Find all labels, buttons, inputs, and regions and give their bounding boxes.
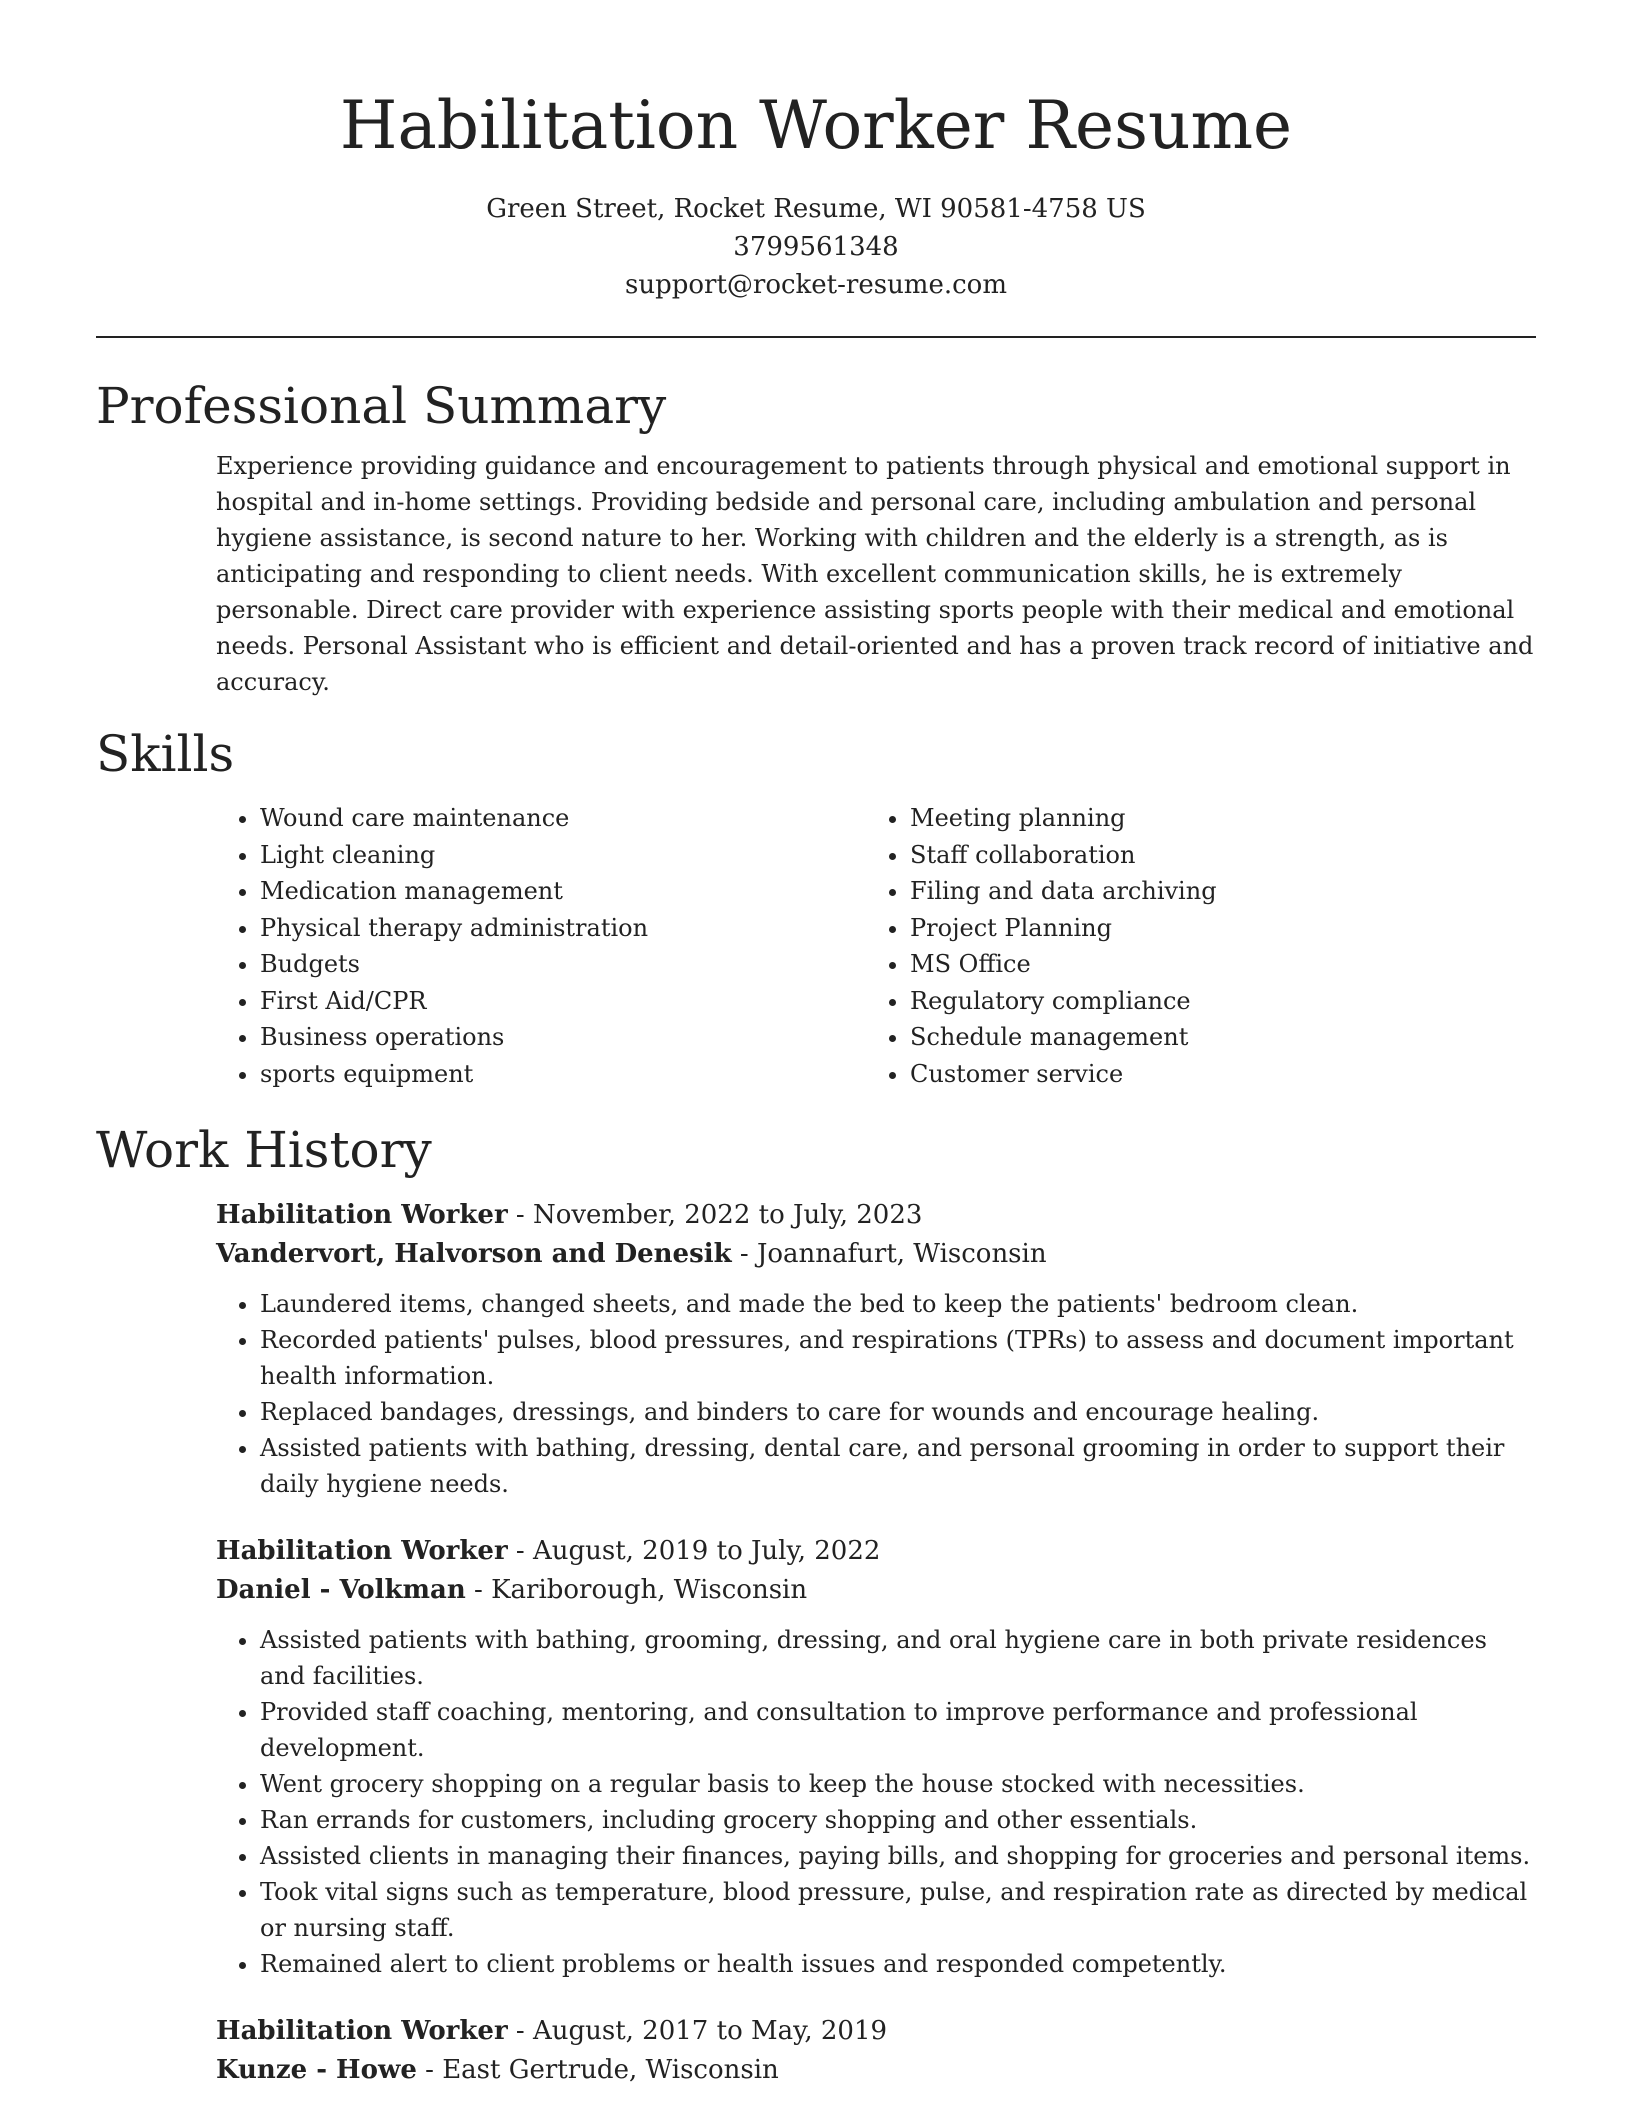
- job-duty: • Assisted clients in managing their finances, paying bills, and shopping for groceries and personal items.: [260, 1838, 1536, 1874]
- job-company-line: [216, 1571, 1536, 1610]
- work-history-section: [96, 1118, 1536, 2090]
- job-company: Vandervort, Halvorson and Denesik: [216, 1239, 732, 1269]
- skill-item: • Budgets: [260, 946, 866, 983]
- job-duty: • Recorded patients' pulses, blood pressures, and respirations (TPRs) to assess and document important health information.: [260, 1322, 1536, 1394]
- job-company-line: [216, 1235, 1536, 1274]
- resume-title: Habilitation Worker Resume: [339, 87, 1293, 164]
- job-location: - East Gertrude, Wisconsin: [416, 2055, 779, 2085]
- job-company: Daniel - Volkman: [216, 1575, 466, 1605]
- skill-item: • Schedule management: [910, 1019, 1217, 1056]
- skills-section: [96, 722, 1536, 1092]
- job-location: - Kariborough, Wisconsin: [465, 1575, 808, 1605]
- contact-phone: 3799561348: [733, 232, 899, 262]
- summary-heading: Professional Summary: [96, 377, 667, 435]
- job-entry: [216, 1532, 1536, 1982]
- job-title: Habilitation Worker: [216, 1200, 508, 1230]
- job-duty: • Assisted patients with bathing, dressing, dental care, and personal grooming in order to support their daily hygiene needs.: [260, 1430, 1536, 1502]
- skill-item: • Staff collaboration: [910, 837, 1217, 874]
- job-company-line: [216, 2051, 1536, 2090]
- skill-item: • Physical therapy administration: [260, 910, 866, 947]
- job-title-line: [216, 1532, 1536, 1571]
- job-duty: • Remained alert to client problems or health issues and responded competently.: [260, 1946, 1536, 1982]
- job-dates: - August, 2019 to July, 2022: [507, 1536, 881, 1566]
- job-duties-list: [216, 1286, 1536, 1502]
- skill-item: • Customer service: [910, 1056, 1217, 1093]
- skill-item: • First Aid/CPR: [260, 983, 866, 1020]
- job-duty: • Replaced bandages, dressings, and binders to care for wounds and encourage healing.: [260, 1394, 1536, 1430]
- job-title-line: [216, 2012, 1536, 2051]
- job-title-line: [216, 1196, 1536, 1235]
- header-divider: [96, 336, 1536, 338]
- work-history-heading: Work History: [96, 1121, 432, 1179]
- contact-address: Green Street, Rocket Resume, WI 90581-4758 US: [486, 194, 1146, 224]
- job-duty: • Assisted patients with bathing, grooming, dressing, and oral hygiene care in both private residences and facilities.: [260, 1622, 1536, 1694]
- job-company: Kunze - Howe: [216, 2055, 417, 2085]
- skill-item: • Filing and data archiving: [910, 873, 1217, 910]
- skill-item: • Meeting planning: [910, 800, 1217, 837]
- job-dates: - August, 2017 to May, 2019: [507, 2016, 888, 2046]
- skill-item: • sports equipment: [260, 1056, 866, 1093]
- skill-item: • Project Planning: [910, 910, 1217, 947]
- job-entry: [216, 1196, 1536, 1502]
- job-duty: • Ran errands for customers, including grocery shopping and other essentials.: [260, 1802, 1536, 1838]
- job-duty: • Provided staff coaching, mentoring, and consultation to improve performance and professional development.: [260, 1694, 1536, 1766]
- contact-email: support@rocket-resume.com: [624, 270, 1007, 300]
- job-duty: • Took vital signs such as temperature, blood pressure, pulse, and respiration rate as directed by medical or nursing staff.: [260, 1874, 1536, 1946]
- skill-item: • MS Office: [910, 946, 1217, 983]
- professional-summary-section: [96, 374, 1536, 700]
- job-duty: • Went grocery shopping on a regular basis to keep the house stocked with necessities.: [260, 1766, 1536, 1802]
- job-title: Habilitation Worker: [216, 1536, 508, 1566]
- job-title: Habilitation Worker: [216, 2016, 508, 2046]
- skills-columns: [216, 800, 1536, 1092]
- job-dates: - November, 2022 to July, 2023: [507, 1200, 923, 1230]
- job-location: - Joannafurt, Wisconsin: [731, 1239, 1047, 1269]
- skills-list-right: [866, 800, 1217, 1092]
- job-duties-list: [216, 1622, 1536, 1982]
- contact-block: [96, 190, 1536, 304]
- skill-item: • Wound care maintenance: [260, 800, 866, 837]
- skills-heading: Skills: [96, 725, 235, 783]
- skill-item: • Medication management: [260, 873, 866, 910]
- resume-header: [96, 0, 1536, 304]
- skill-item: • Regulatory compliance: [910, 983, 1217, 1020]
- job-entry: [216, 2012, 1536, 2090]
- job-duty: • Laundered items, changed sheets, and made the bed to keep the patients' bedroom clean.: [260, 1286, 1536, 1322]
- skill-item: • Light cleaning: [260, 837, 866, 874]
- summary-text: Experience providing guidance and encouragement to patients through physical and emotional support in hospital and in-home settings. Providing bedside and personal care, including ambulation and personal hygiene assistance, is second nature to her. Working with children and the elderly is a strength, as is anticipating and responding to client needs. With excellent communication skills, he is extremely personable. Direct care provider with experience assisting sports people with their medical and emotional needs. Personal Assistant who is efficient and detail-oriented and has a proven track record of initiative and accuracy.: [216, 452, 1534, 696]
- skills-list-left: [216, 800, 866, 1092]
- skill-item: • Business operations: [260, 1019, 866, 1056]
